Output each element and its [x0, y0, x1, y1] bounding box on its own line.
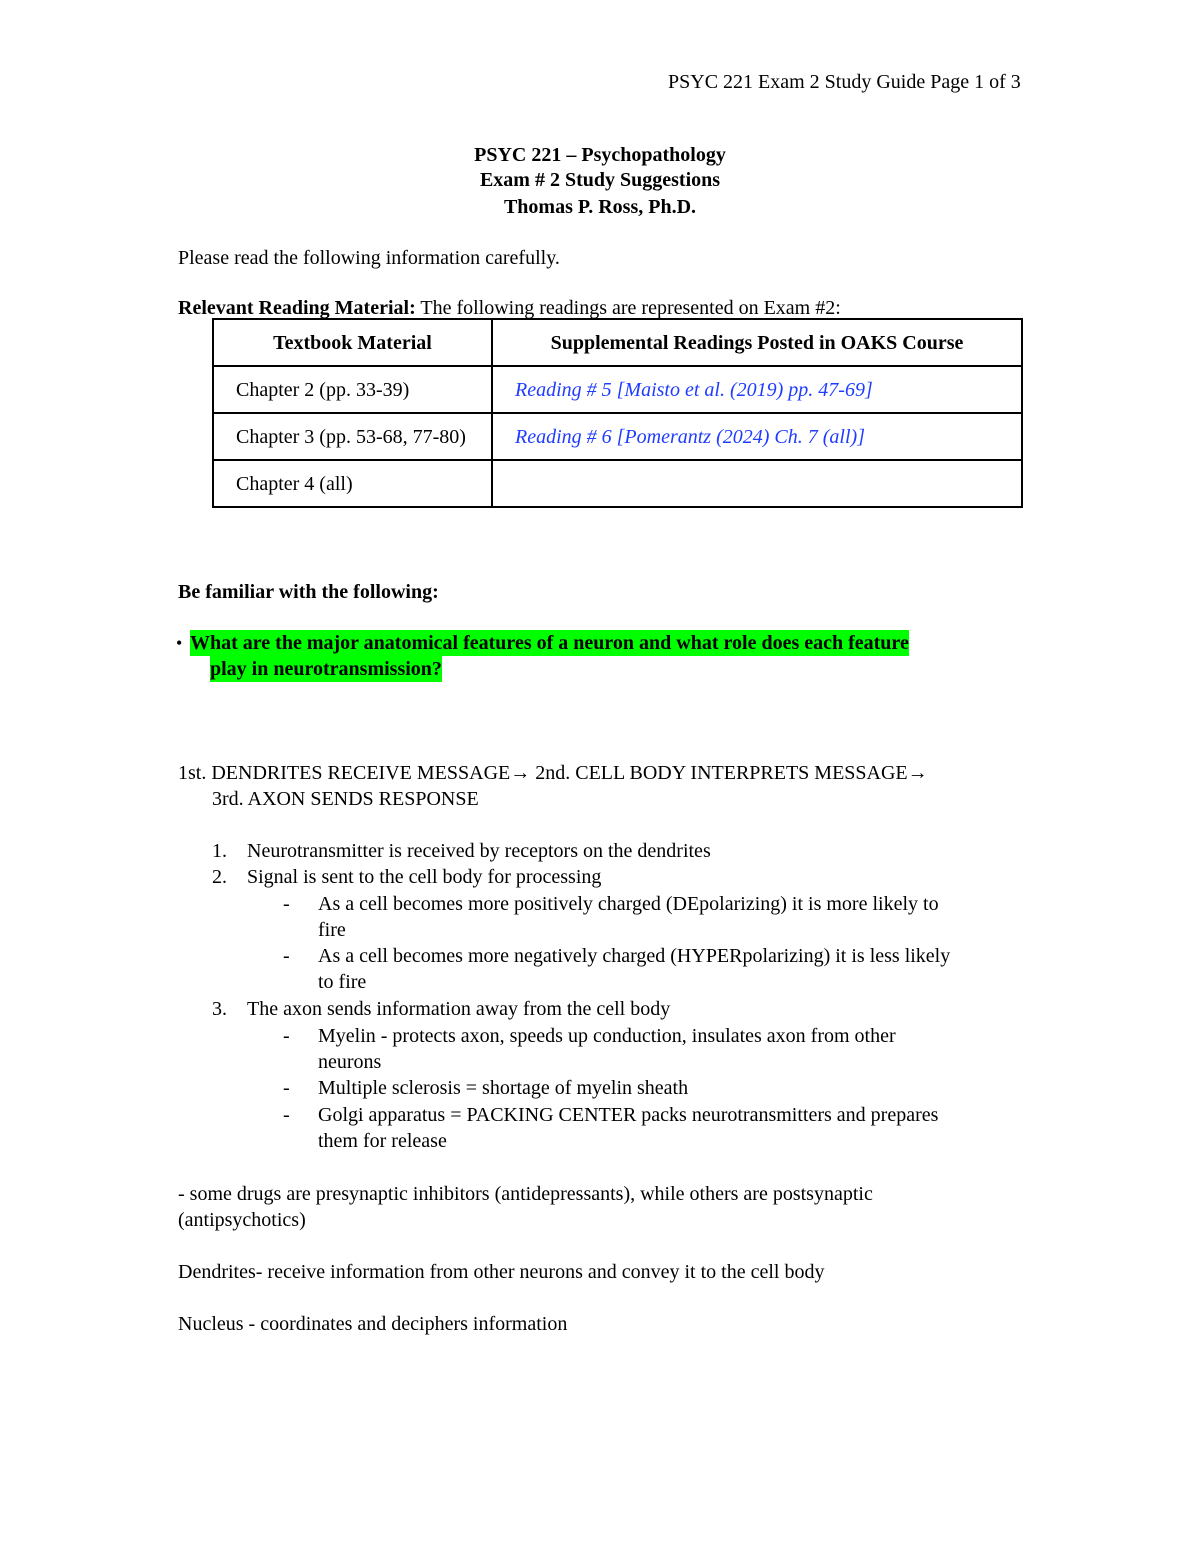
sub-dash: -	[283, 1025, 290, 1047]
running-head: PSYC 221 Exam 2 Study Guide Page 1 of 3	[668, 71, 1021, 93]
textbook-cell: Chapter 3 (pp. 53-68, 77-80)	[213, 413, 492, 460]
bullet-icon: •	[176, 633, 183, 653]
table-header-row	[213, 319, 1022, 366]
table-row	[213, 460, 1022, 507]
author-name: Thomas P. Ross, Ph.D.	[503, 196, 697, 218]
sub-dash: -	[283, 1104, 290, 1126]
sub-text: As a cell becomes more negatively charged (HYPERpolarizing) it is less likely	[318, 945, 951, 967]
step-number: 1.	[212, 840, 227, 862]
sub-text: Multiple sclerosis = shortage of myelin sheath	[318, 1077, 689, 1099]
course-title: PSYC 221 – Psychopathology	[474, 144, 726, 166]
sub-text-cont: fire	[318, 919, 346, 941]
question-line-2: play in neurotransmission?	[210, 658, 442, 680]
step-number: 2.	[212, 866, 227, 888]
sub-text-cont: neurons	[318, 1051, 382, 1073]
sub-dash: -	[283, 893, 290, 915]
table-row	[213, 366, 1022, 413]
sub-text-cont: to fire	[318, 971, 367, 993]
readings-table	[212, 318, 1023, 508]
nucleus-note: Nucleus - coordinates and deciphers information	[178, 1313, 568, 1335]
supplemental-link[interactable]: Reading # 5 [Maisto et al. (2019) pp. 47-69]	[492, 366, 1022, 413]
exam-title: Exam # 2 Study Suggestions	[479, 169, 721, 191]
header-textbook: Textbook Material	[213, 319, 492, 366]
table-row	[213, 413, 1022, 460]
drugs-note-line-1: - some drugs are presynaptic inhibitors (antidepressants), while others are postsynaptic	[178, 1183, 873, 1205]
header-supplemental: Supplemental Readings Posted in OAKS Course	[492, 319, 1022, 366]
sub-text-cont: them for release	[318, 1130, 447, 1152]
intro-text: Please read the following information carefully.	[178, 247, 560, 269]
sub-dash: -	[283, 1077, 290, 1099]
supplemental-link[interactable]: Reading # 6 [Pomerantz (2024) Ch. 7 (all)]	[492, 413, 1022, 460]
relevant-reading-label: Relevant Reading Material:	[178, 297, 416, 319]
textbook-cell: Chapter 4 (all)	[213, 460, 492, 507]
sub-text: As a cell becomes more positively charged (DEpolarizing) it is more likely to	[318, 893, 939, 915]
step-text: The axon sends information away from the cell body	[247, 998, 671, 1020]
textbook-cell: Chapter 2 (pp. 33-39)	[213, 366, 492, 413]
relevant-reading-text: The following readings are represented on Exam #2:	[415, 297, 841, 319]
dendrites-note: Dendrites- receive information from other neurons and convey it to the cell body	[178, 1261, 825, 1283]
sub-text: Myelin - protects axon, speeds up conduction, insulates axon from other	[318, 1025, 896, 1047]
step-text: Signal is sent to the cell body for processing	[247, 866, 602, 888]
step-number: 3.	[212, 998, 227, 1020]
supplemental-cell	[492, 460, 1022, 507]
flow-line-1: 1st. DENDRITES RECEIVE MESSAGE→ 2nd. CELL BODY INTERPRETS MESSAGE→	[178, 762, 928, 784]
question-line-1: What are the major anatomical features of a neuron and what role does each feature	[190, 632, 909, 654]
sub-text: Golgi apparatus = PACKING CENTER packs neurotransmitters and prepares	[318, 1104, 939, 1126]
step-text: Neurotransmitter is received by receptors on the dendrites	[247, 840, 711, 862]
flow-line-2: 3rd. AXON SENDS RESPONSE	[212, 788, 479, 810]
sub-dash: -	[283, 945, 290, 967]
familiar-heading: Be familiar with the following:	[178, 581, 439, 603]
drugs-note-line-2: (antipsychotics)	[178, 1209, 306, 1231]
